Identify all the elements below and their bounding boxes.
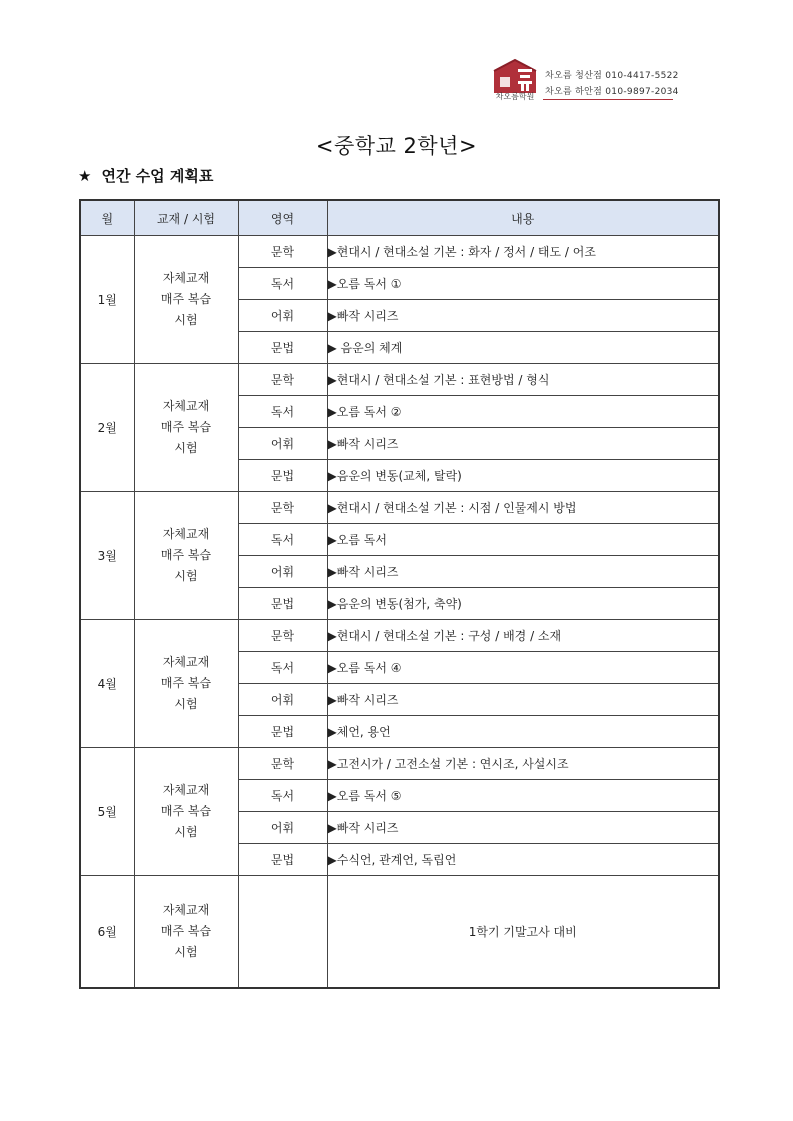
content-cell: ▶오름 독서 ④ [327,652,719,684]
column-header-material: 교재 / 시험 [134,200,238,236]
area-cell: 문학 [238,364,327,396]
content-cell: ▶현대시 / 현대소설 기본 : 시점 / 인물제시 방법 [327,492,719,524]
month-cell: 5월 [80,748,134,876]
table-row [80,236,719,268]
month-cell: 1월 [80,236,134,364]
content-cell: ▶음운의 변동(첨가, 축약) [327,588,719,620]
material-line: 자체교재 [162,783,210,797]
branch-contact-2: 차오름 하안점 010-9897-2034 [545,87,679,97]
content-cell: ▶음운의 변동(교체, 탈락) [327,460,719,492]
material-line: 시험 [174,569,198,583]
page-title: <중학교 2학년> [315,134,478,158]
material-line: 자체교재 [162,271,210,285]
material-cell [134,492,238,620]
section-heading [78,165,213,186]
content-cell: ▶고전시가 / 고전소설 기본 : 연시조, 사설시조 [327,748,719,780]
area-cell: 문학 [238,236,327,268]
logo-name: 차오름학원 [495,92,535,101]
area-cell: 어휘 [238,812,327,844]
month-cell: 6월 [80,876,134,989]
table-row [80,748,719,780]
content-cell: 1학기 기말고사 대비 [327,876,719,989]
area-cell: 문학 [238,748,327,780]
academy-logo-block [490,55,680,105]
material-line: 시험 [174,441,198,455]
area-cell: 독서 [238,396,327,428]
area-cell: 어휘 [238,556,327,588]
material-cell [134,236,238,364]
material-line: 시험 [174,945,198,959]
star-icon: ★ [78,167,92,185]
content-cell: ▶오름 독서 ① [327,268,719,300]
area-cell: 어휘 [238,428,327,460]
area-cell: 독서 [238,524,327,556]
content-cell: ▶ 음운의 체계 [327,332,719,364]
area-cell: 어휘 [238,684,327,716]
material-line: 시험 [174,697,198,711]
table-body [80,236,719,989]
area-cell: 어휘 [238,300,327,332]
month-cell: 4월 [80,620,134,748]
area-cell: 문법 [238,460,327,492]
area-cell: 문학 [238,492,327,524]
material-cell [134,364,238,492]
area-cell: 독서 [238,268,327,300]
content-cell: ▶빠작 시리즈 [327,812,719,844]
material-line: 매주 복습 [160,292,212,306]
area-cell: 문법 [238,716,327,748]
area-cell: 독서 [238,652,327,684]
area-cell: 문법 [238,588,327,620]
table-row [80,364,719,396]
content-cell: ▶빠작 시리즈 [327,556,719,588]
material-line: 자체교재 [162,903,210,917]
branch-contact-1: 차오름 청산점 010-4417-5522 [545,71,679,81]
material-line: 자체교재 [162,399,210,413]
table-row [80,620,719,652]
content-cell: ▶체언, 용언 [327,716,719,748]
content-cell: ▶빠작 시리즈 [327,428,719,460]
material-line: 자체교재 [162,655,210,669]
content-cell: ▶현대시 / 현대소설 기본 : 화자 / 정서 / 태도 / 어조 [327,236,719,268]
material-cell [134,620,238,748]
content-cell: ▶수식언, 관계언, 독립언 [327,844,719,876]
area-cell: 문법 [238,844,327,876]
month-cell: 3월 [80,492,134,620]
content-cell: ▶빠작 시리즈 [327,300,719,332]
column-header-content: 내용 [327,200,719,236]
area-cell: 독서 [238,780,327,812]
area-cell [238,876,327,989]
table-row [80,876,719,989]
material-line: 자체교재 [162,527,210,541]
table-row [80,492,719,524]
section-heading-text: 연간 수업 계획표 [101,167,214,185]
material-cell [134,876,238,989]
material-line: 시험 [174,825,198,839]
area-cell: 문법 [238,332,327,364]
logo-underline [543,99,673,100]
area-cell: 문학 [238,620,327,652]
content-cell: ▶오름 독서 ⑤ [327,780,719,812]
material-line: 매주 복습 [160,420,212,434]
material-line: 매주 복습 [160,548,212,562]
content-cell: ▶오름 독서 [327,524,719,556]
material-line: 매주 복습 [160,924,212,938]
content-cell: ▶오름 독서 ② [327,396,719,428]
material-line: 시험 [174,313,198,327]
annual-plan-table [79,199,720,989]
material-line: 매주 복습 [160,676,212,690]
material-cell [134,748,238,876]
content-cell: ▶현대시 / 현대소설 기본 : 표현방법 / 형식 [327,364,719,396]
material-line: 매주 복습 [160,804,212,818]
month-cell: 2월 [80,364,134,492]
table-header-row [80,200,719,236]
column-header-area: 영역 [238,200,327,236]
content-cell: ▶현대시 / 현대소설 기본 : 구성 / 배경 / 소재 [327,620,719,652]
content-cell: ▶빠작 시리즈 [327,684,719,716]
column-header-month: 월 [80,200,134,236]
